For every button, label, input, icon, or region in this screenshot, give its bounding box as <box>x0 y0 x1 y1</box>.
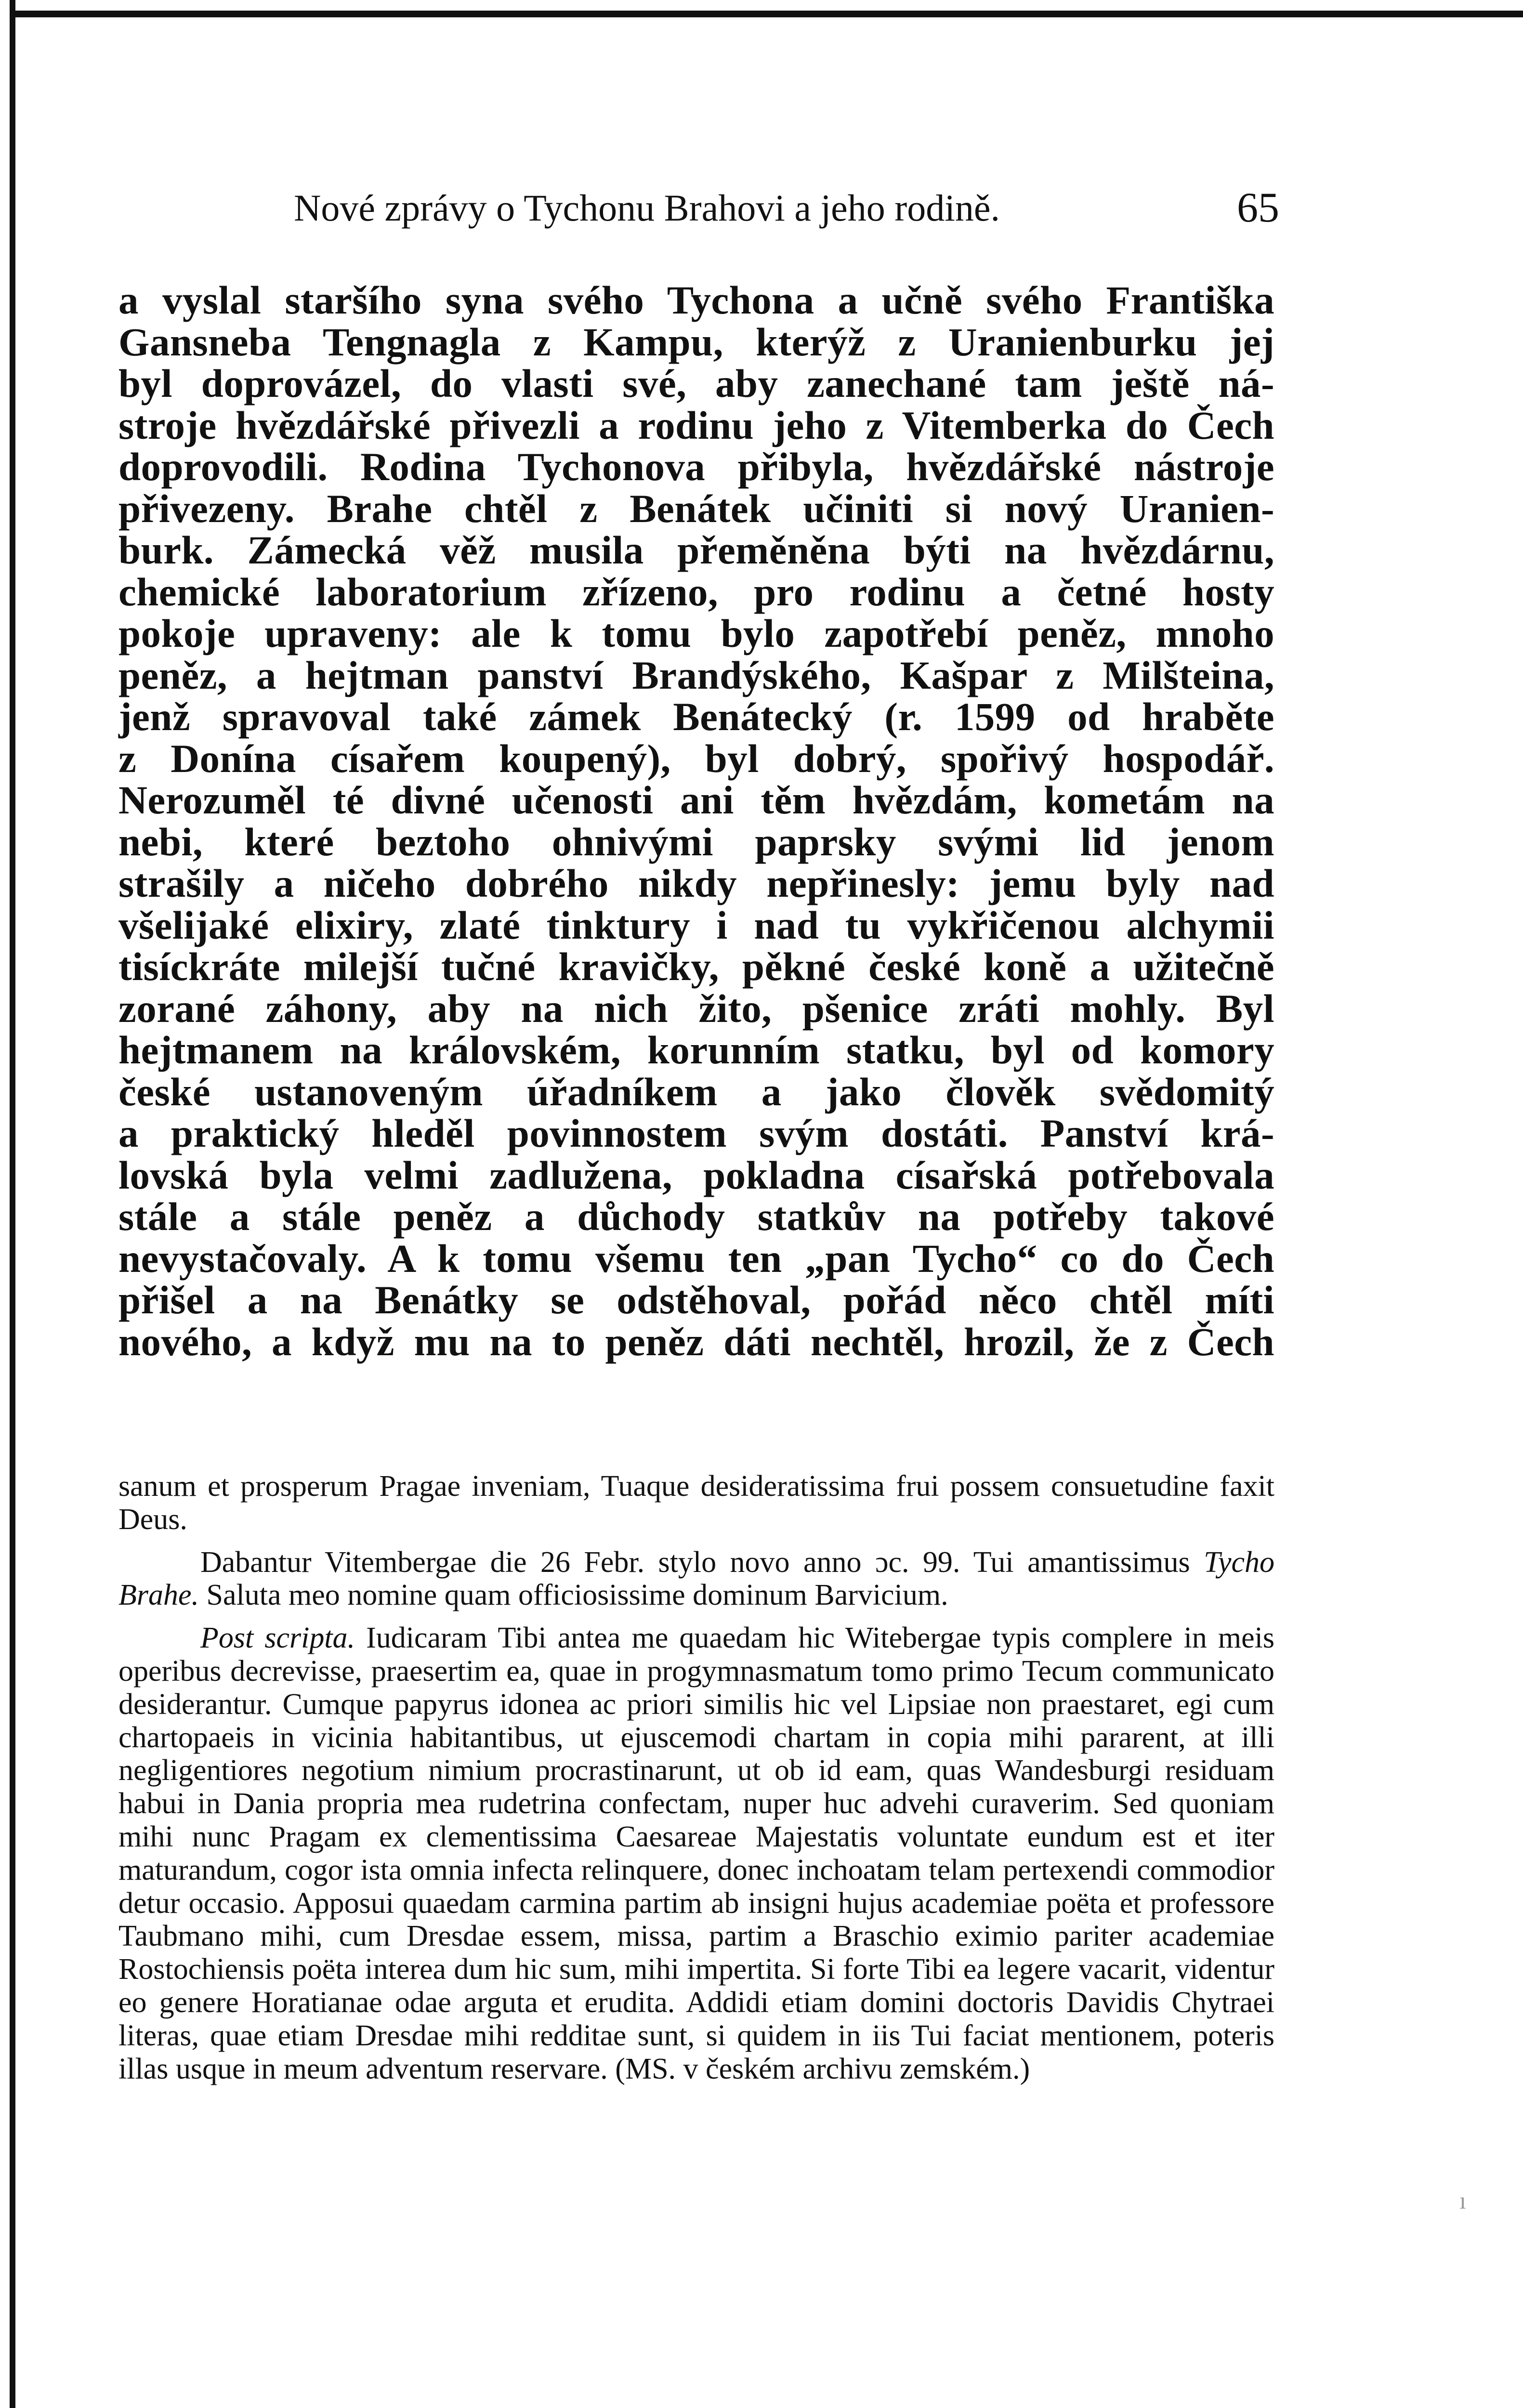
text-line: chemické laboratorium zřízeno, pro rodinu a četné hosty <box>118 569 1274 614</box>
page-header <box>118 179 1279 237</box>
text-line: přivezeny. Brahe chtěl z Benátek učiniti si nový Uranien- <box>118 486 1274 531</box>
footnote-paragraph: sanum et prosperum Pragae inveniam, Tuaque desideratissima frui possem consuetudine faxit Deus. <box>118 1470 1274 1536</box>
scan-artifact: ı <box>1459 2187 1466 2214</box>
footnote <box>118 1470 1274 2085</box>
text-line: stále a stále peněz a důchody statkův na potřeby takové <box>118 1194 1274 1239</box>
text-line: Nerozuměl té divné učenosti ani těm hvězdám, kometám na <box>118 778 1274 822</box>
running-title: Nové zprávy o Tychonu Brahovi a jeho rodině. <box>294 187 1000 229</box>
page-number: 65 <box>1237 184 1279 231</box>
footnote-postscript <box>118 1622 1274 2085</box>
text-line: Gansneba Tengnagla z Kampu, kterýž z Uranienburku jej <box>118 319 1274 364</box>
text-line: tisíckráte milejší tučné kravičky, pěkné české koně a užitečně <box>118 944 1274 989</box>
text-line: z Donína císařem koupený), byl dobrý, spořivý hospodář. <box>118 736 1274 781</box>
page-border-left <box>10 0 15 2408</box>
text-line: hejtmanem na královském, korunním statku, byl od komory <box>118 1028 1274 1072</box>
text-line: nového, a když mu na to peněz dáti nechtěl, hrozil, že z Čech <box>118 1319 1274 1364</box>
text-line: a praktický hleděl povinnostem svým dostáti. Panství krá- <box>118 1111 1274 1155</box>
text-line: pokoje upraveny: ale k tomu bylo zapotřebí peněz, mnoho <box>118 611 1274 655</box>
footnote-signature: Tycho Brahe. <box>118 1545 1274 1612</box>
postscript-label: Post scripta. <box>200 1622 355 1655</box>
text-line: a vyslal staršího syna svého Tychona a učně svého Františka <box>118 278 1274 322</box>
text-line: nebi, které beztoho ohnivými paprsky svými lid jenom <box>118 819 1274 864</box>
text-line: strašily a ničeho dobrého nikdy nepřinesly: jemu byly nad <box>118 861 1274 905</box>
main-text <box>118 279 1274 1362</box>
postscript-text: Iudicaram Tibi antea me quaedam hic Witebergae typis complere in meis operibus decrevisse, praesertim ea, quae in progymnasmatum tomo primo Tecum communicato desiderantur. Cumque papyrus idonea ac priori similis hic vel Lipsiae non praestaret, egi cum chartopaeis in vicinia habitantibus, ut ejuscemodi chartam in copia mihi pararent, at illi negligentiores negotium nimium procrastinarunt, ut ob id eam, quas Wandesburgi residuam habui in Dania propria mea rudetrina confectam, nuper huc advehi curaverim. Sed quoniam mihi nunc Pragam ex clementissima Caesareae Majestatis voluntate eundum est et iter maturandum, cogor ista omnia infecta relinquere, donec inchoatam telam pertexendi commodior detur occasio. Apposui quaedam carmina partim ab insigni hujus academiae poëta et professore Taubmano mihi, cum Dresdae essem, missa, partim a Braschio eximio pariter academiae Rostochiensis poëta interea dum hic sum, mihi impertita. Si forte Tibi ea legere vacarit, videntur eo genere Horatianae odae arguta et erudita. Addidi etiam domini doctoris Davidis Chytraei literas, quae etiam Dresdae mihi redditae sunt, si quidem in iis Tui faciat mentionem, poteris illas usque in meum adventum reservare. (MS. v českém archivu zemském.) <box>118 1622 1274 2085</box>
text-line: byl doprovázel, do vlasti své, aby zanechané tam ještě ná- <box>118 361 1274 406</box>
text-line: české ustanoveným úřadníkem a jako člověk svědomitý <box>118 1069 1274 1114</box>
text-line: burk. Zámecká věž musila přeměněna býti na hvězdárnu, <box>118 528 1274 572</box>
text-line: nevystačovaly. A k tomu všemu ten „pan Tycho“ co do Čech <box>118 1236 1274 1281</box>
footnote-paragraph-dating <box>118 1546 1274 1612</box>
text-line: stroje hvězdářské přivezli a rodinu jeho z Vitemberka do Čech <box>118 403 1274 447</box>
text-line: zorané záhony, aby na nich žito, pšenice zráti mohly. Byl <box>118 986 1274 1031</box>
text-line: peněz, a hejtman panství Brandýského, Kašpar z Milšteina, <box>118 653 1274 697</box>
footnote-greeting-text: Saluta meo nomine quam officiosissime dominum Barvicium. <box>199 1579 948 1612</box>
page-border-top <box>10 11 1523 17</box>
text-line: jenž spravoval také zámek Benátecký (r. 1599 od hraběte <box>118 694 1274 739</box>
text-line: doprovodili. Rodina Tychonova přibyla, hvězdářské nástroje <box>118 445 1274 489</box>
footnote-dating-text: Dabantur Vitembergae die 26 Febr. stylo novo anno ɔc. 99. Tui amantissimus <box>200 1545 1204 1579</box>
text-line: všelijaké elixiry, zlaté tinktury i nad tu vykřičenou alchymii <box>118 903 1274 947</box>
text-line: přišel a na Benátky se odstěhoval, pořád něco chtěl míti <box>118 1278 1274 1322</box>
text-line: lovská byla velmi zadlužena, pokladna císařská potřebovala <box>118 1152 1274 1197</box>
